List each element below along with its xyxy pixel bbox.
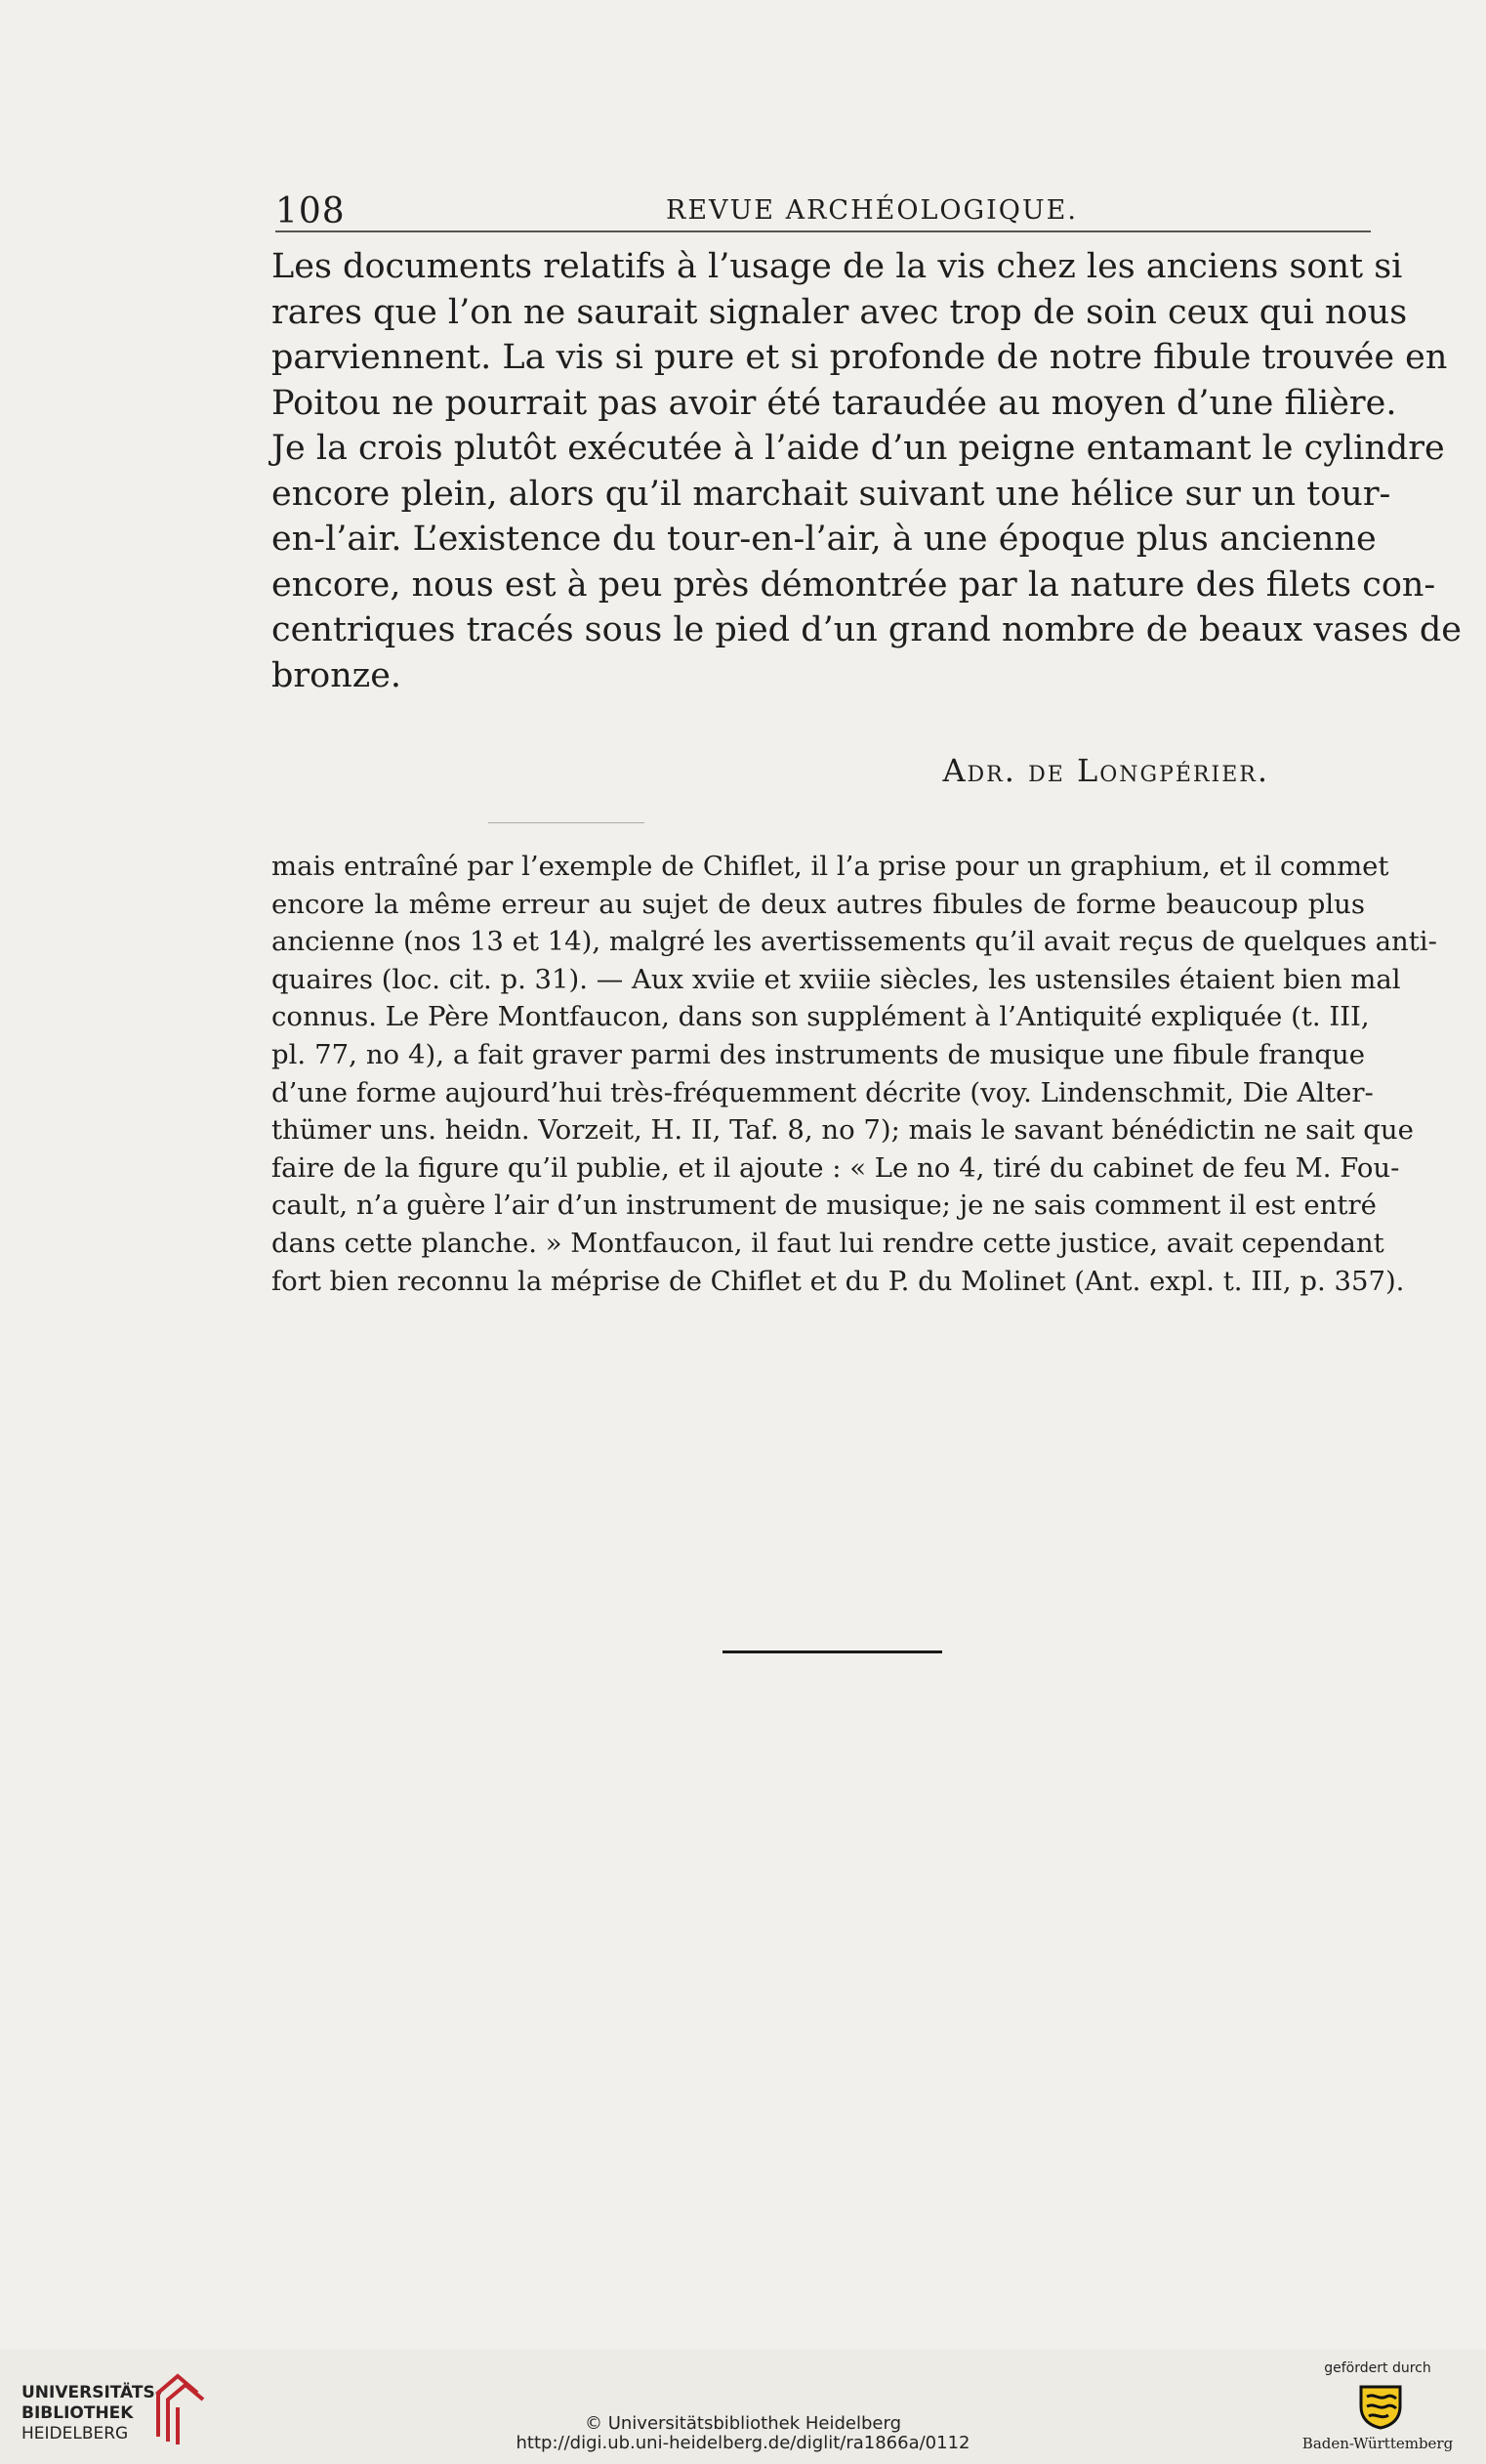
library-name[interactable]: UNIVERSITÄTS- BIBLIOTHEK HEIDELBERG (21, 2383, 162, 2443)
footnote-line: dans cette planche. » Montfaucon, il faut lui rendre cette justice, avait cependant (271, 1227, 1384, 1259)
footnote-line: mais entraîné par l’exemple de Chiflet, il l’a prise pour un graphium, et il commet (271, 851, 1389, 882)
text-line: Je la crois plutôt exécutée à l’aide d’un peigne entamant le cylindre (271, 429, 1445, 468)
baden-wuerttemberg-crest-icon (1357, 2381, 1404, 2430)
footnote-divider (488, 822, 644, 823)
author-signature: Adr. de Longpérier. (942, 752, 1269, 789)
text-line: en-l’air. L’existence du tour-en-l’air, à une époque plus ancienne (271, 520, 1377, 559)
text-line: bronze. (271, 655, 402, 695)
text-line: encore, nous est à peu près démontrée par la nature des filets con- (271, 564, 1436, 605)
library-logo-icon (148, 2368, 207, 2446)
main-paragraph (271, 244, 1462, 698)
footnote-line: connus. Le Père Montfaucon, dans son supplément à l’Antiquité expliquée (t. III, (271, 1001, 1370, 1033)
page-number: 108 (275, 191, 346, 231)
sponsor-label: gefördert durch (1324, 2360, 1431, 2376)
footnote-line: fort bien reconnu la méprise de Chiflet et du P. du Molinet (Ant. expl. t. III, p. 357). (271, 1265, 1405, 1297)
text-line: centriques tracés sous le pied d’un grand nombre de beaux vases de (271, 610, 1462, 649)
text-line: parviennent. La vis si pure et si profonde de notre fibule trouvée en (271, 338, 1448, 377)
copyright-notice: © Universitätsbibliothek Heidelberg http://digi.ub.uni-heidelberg.de/diglit/ra1866a/0112 (391, 2414, 1095, 2453)
footnote-line: quaires (loc. cit. p. 31). — Aux xviie et xviiie siècles, les ustensiles étaient bien mal (271, 963, 1401, 995)
text-line: rares que l’on ne saurait signaler avec trop de soin ceux qui nous (271, 292, 1408, 332)
text-line: encore plein, alors qu’il marchait suivant une hélice sur un tour- (271, 474, 1391, 514)
end-rule (722, 1650, 942, 1653)
running-header (275, 191, 1371, 232)
footnote-line: cault, n’a guère l’air d’un instrument de musique; je ne sais comment il est entré (271, 1190, 1377, 1222)
footnote-line: pl. 77, no 4), a fait graver parmi des instruments de musique une fibule franque (271, 1038, 1365, 1070)
sponsor-name: Baden-Württemberg (1301, 2435, 1454, 2452)
footnote-line: faire de la figure qu’il publie, et il ajoute : « Le no 4, tiré du cabinet de feu M. Fou- (271, 1151, 1400, 1184)
footnote-line: d’une forme aujourd’hui très-fréquemment décrite (voy. Lindenschmit, Die Alter- (271, 1076, 1374, 1108)
footnote-line: thümer uns. heidn. Vorzeit, H. II, Taf. 8, no 7); mais le savant bénédictin ne sait que (271, 1114, 1414, 1147)
running-title: REVUE ARCHÉOLOGIQUE. (666, 195, 1078, 226)
footnote-line: ancienne (nos 13 et 14), malgré les avertissements qu’il avait reçus de quelques anti- (271, 926, 1437, 958)
permalink[interactable]: http://digi.ub.uni-heidelberg.de/diglit/ra1866a/0112 (516, 2433, 970, 2453)
text-line: Poitou ne pourrait pas avoir été taraudée au moyen d’une filière. (271, 383, 1397, 423)
footnote-continuation (271, 848, 1437, 1300)
text-line: Les documents relatifs à l’usage de la vis chez les anciens sont si (271, 247, 1403, 286)
footnote-line: encore la même erreur au sujet de deux autres fibules de forme beaucoup plus (271, 888, 1365, 920)
